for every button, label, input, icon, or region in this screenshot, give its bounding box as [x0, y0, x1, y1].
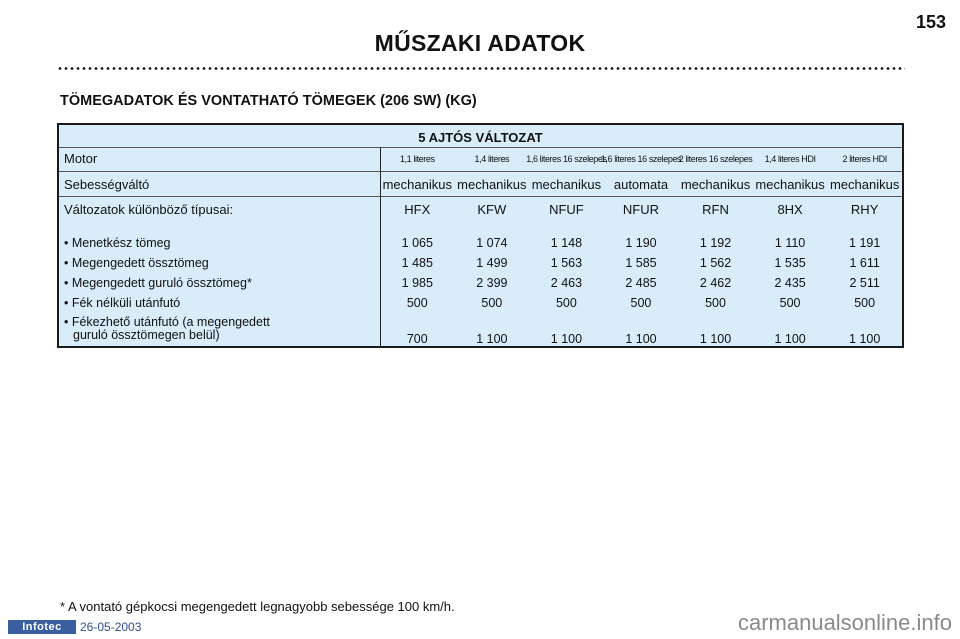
value-cell: 1 100	[550, 332, 583, 346]
motor-cell: 2 literes 16 szelepes	[678, 153, 753, 164]
type-cell: RFN	[702, 201, 729, 217]
value-cell: 1 148	[550, 236, 583, 250]
row-label: • Menetkész tömeg	[64, 236, 171, 250]
gearbox-label: Sebességváltó	[64, 176, 150, 192]
footnote: * A vontató gépkocsi megengedett legnagyobb sebessége 100 km/h.	[60, 599, 455, 614]
value-cell: 1 499	[476, 256, 508, 270]
gearbox-cell: mechanikus	[382, 176, 452, 192]
value-cell: 1 535	[774, 256, 806, 270]
value-cell: 1 100	[625, 332, 657, 346]
value-cell: 700	[406, 332, 428, 346]
gearbox-cell: automata	[613, 176, 669, 192]
specs-table	[57, 123, 904, 348]
page-title: MŰSZAKI ADATOK	[374, 30, 586, 56]
table-row	[59, 273, 902, 293]
type-cell: KFW	[477, 201, 507, 217]
watermark: carmanualsonline.info	[737, 610, 952, 635]
value-cell: 500	[779, 296, 801, 310]
value-cell: 1 985	[401, 276, 433, 290]
value-cell: 1 585	[625, 256, 657, 270]
value-cell: 500	[555, 296, 577, 310]
value-cell: 1 611	[849, 256, 880, 270]
gearbox-cell: mechanikus	[680, 176, 751, 192]
motor-cell: 1,4 literes	[474, 153, 510, 164]
value-cell: 1 074	[476, 236, 508, 250]
types-row	[59, 197, 902, 221]
row-label: • Megengedett össztömeg	[64, 256, 209, 270]
gearbox-cell: mechanikus	[531, 176, 602, 192]
value-cell: 1 190	[625, 236, 657, 250]
value-cell: 1 485	[401, 256, 433, 270]
value-cell: 500	[406, 296, 428, 310]
value-cell: 1 191	[849, 236, 881, 250]
motor-label: Motor	[64, 151, 98, 166]
value-cell: 2 399	[476, 276, 508, 290]
type-cell: NFUF	[549, 201, 584, 217]
value-cell: 2 435	[774, 276, 806, 290]
value-cell: 1 563	[550, 256, 583, 270]
value-cell: 1 100	[774, 332, 806, 346]
motor-cell: 1,6 literes 16 szelepes	[526, 153, 607, 164]
value-cell: 500	[854, 296, 876, 310]
row-label	[59, 313, 380, 349]
footer-date: 26-05-2003	[80, 620, 142, 634]
value-cell: 2 511	[849, 276, 880, 290]
value-cell: 500	[481, 296, 503, 310]
infotec-logo: Infotec	[8, 620, 76, 634]
row-label-line: • Fékezhető utánfutó (a megengedett	[64, 315, 270, 329]
table-row	[59, 293, 902, 313]
gearbox-row	[59, 172, 902, 196]
motor-cell: 1,6 literes 16 szelepes	[600, 153, 682, 164]
dotted-divider	[57, 66, 905, 71]
value-cell: 1 100	[476, 332, 508, 346]
value-cell: 2 463	[550, 276, 583, 290]
value-cell: 1 192	[699, 236, 732, 250]
value-cell: 1 110	[774, 236, 806, 250]
value-cell: 1 100	[849, 332, 881, 346]
section-title: TÖMEGADATOK ÉS VONTATHATÓ TÖMEGEK (206 SW) (KG)	[60, 93, 477, 109]
types-label: Változatok különböző típusai:	[64, 201, 234, 217]
value-cell: 1 100	[699, 332, 732, 346]
row-label-line: guruló össztömegen belül)	[73, 328, 220, 342]
type-cell: RHY	[850, 201, 879, 217]
type-cell: 8HX	[777, 201, 803, 217]
value-cell: 500	[630, 296, 652, 310]
page-number: 153	[915, 12, 946, 32]
motor-cell: 2 literes HDI	[842, 153, 887, 164]
row-label: • Fék nélküli utánfutó	[64, 296, 181, 310]
type-cell: NFUR	[622, 201, 660, 217]
value-cell: 500	[705, 296, 726, 310]
value-cell: 2 485	[625, 276, 657, 290]
gearbox-cell: mechanikus	[457, 176, 527, 192]
mass-rows	[59, 233, 902, 349]
table-row	[59, 233, 902, 253]
table-row	[59, 313, 902, 349]
motor-cell: 1,4 literes HDI	[764, 153, 816, 164]
type-cell: HFX	[404, 201, 431, 217]
row-label: • Megengedett guruló össztömeg*	[64, 276, 252, 290]
gearbox-cell: mechanikus	[755, 176, 825, 192]
value-cell: 1 065	[401, 236, 433, 250]
variant-header: 5 AJTÓS VÁLTOZAT	[418, 129, 543, 145]
motor-row	[59, 148, 902, 169]
gearbox-cell: mechanikus	[829, 176, 900, 192]
value-cell: 2 462	[699, 276, 732, 290]
value-cell: 1 562	[699, 256, 732, 270]
table-row	[59, 253, 902, 273]
motor-cell: 1,1 literes	[399, 153, 435, 164]
